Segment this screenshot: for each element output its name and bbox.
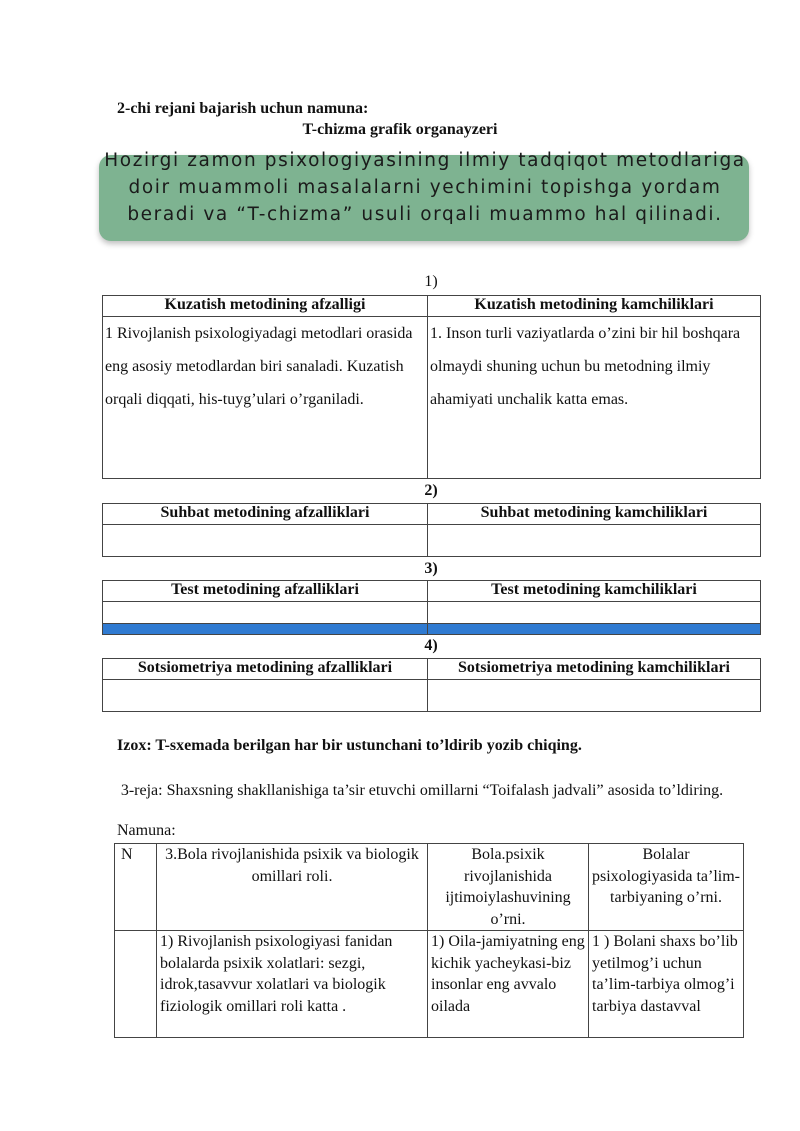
table-header-row [115,844,744,931]
table-2-number: 2) [424,482,438,499]
row-cell-1: 1) Rivojlanish psixologiyasi fanidan bolalarda psixik xolatlari: sezgi, idrok,tasavvur xolatlari va biologik fiziologik omillari roli katta . [157,931,428,1038]
table-3-right-cell [428,602,761,624]
table-3-right-header: Test metodining kamchiliklari [428,581,761,602]
row-cell-n [115,931,157,1038]
t-chart-table-1 [102,295,761,479]
t-chart-table-4 [102,658,761,712]
col-header-2: Bola.psixik rivojlanishida ijtimoiylashuvining o’rni. [428,844,589,931]
col-header-n: N [115,844,157,931]
banner-text: Hozirgi zamon psixologiyasining ilmiy tadqiqot metodlariga doir muammoli masalalarni yechimini topishga yordam beradi va “T-chizma” usuli orqali muammo hal qilinadi. [104,150,746,225]
namuna-label: Namuna: [117,822,176,839]
table-2-left-header: Suhbat metodining afzalliklari [103,504,428,525]
table-4-right-header: Sotsiometriya metodining kamchiliklari [428,659,761,680]
table-2-right-header: Suhbat metodining kamchiliklari [428,504,761,525]
t-chart-table-3 [102,580,761,635]
table-1-right-header: Kuzatish metodining kamchiliklari [428,296,761,317]
table-1-left-cell: 1 Rivojlanish psixologiyadagi metodlari orasida eng asosiy metodlardan biri sanaladi. Kuzatish orqali diqqati, his-tuyg’ulari o’rganiladi. [103,317,428,479]
table-2-left-cell [103,525,428,557]
table-3-highlight-bar-right [428,624,761,635]
col-header-3: Bolalar psixologiyasida ta’lim-tarbiyaning o’rni. [589,844,744,931]
row-cell-2: 1) Oila-jamiyatning eng kichik yacheykasi-biz insonlar eng avvalo oilada [428,931,589,1038]
reja-3-text: 3-reja: Shaxsning shakllanishiga ta’sir etuvchi omillarni “Toifalash jadvali” asosida to’ldiring. [120,782,724,799]
table-4-number: 4) [424,637,438,654]
table-row [115,931,744,1038]
row-cell-3: 1 ) Bolani shaxs bo’lib yetilmog’i uchun ta’lim-tarbiya olmog’i tarbiya dastavval [589,931,744,1038]
table-1-number: 1) [424,273,438,290]
col-header-1: 3.Bola rivojlanishida psixik va biologik omillari roli. [157,844,428,931]
table-2-right-cell [428,525,761,557]
table-4-left-cell [103,680,428,712]
table-1-left-header: Kuzatish metodining afzalligi [103,296,428,317]
page-heading: 2-chi rejani bajarish uchun namuna: [117,100,369,117]
note-text: Izox: T-sxemada berilgan har bir ustunchani to’ldirib yozib chiqing. [117,737,582,754]
table-3-left-header: Test metodining afzalliklari [103,581,428,602]
t-chart-table-2 [102,503,761,557]
table-4-left-header: Sotsiometriya metodining afzalliklari [103,659,428,680]
table-4-right-cell [428,680,761,712]
toifalash-table [114,843,744,1038]
table-3-number: 3) [424,560,438,577]
table-3-left-cell [103,602,428,624]
table-3-highlight-bar-left [103,624,428,635]
page-subheading: T-chizma grafik organayzeri [302,121,498,138]
table-1-right-cell: 1. Inson turli vaziyatlarda o’zini bir hil boshqara olmaydi shuning uchun bu metodning ilmiy ahamiyati unchalik katta emas. [428,317,761,479]
